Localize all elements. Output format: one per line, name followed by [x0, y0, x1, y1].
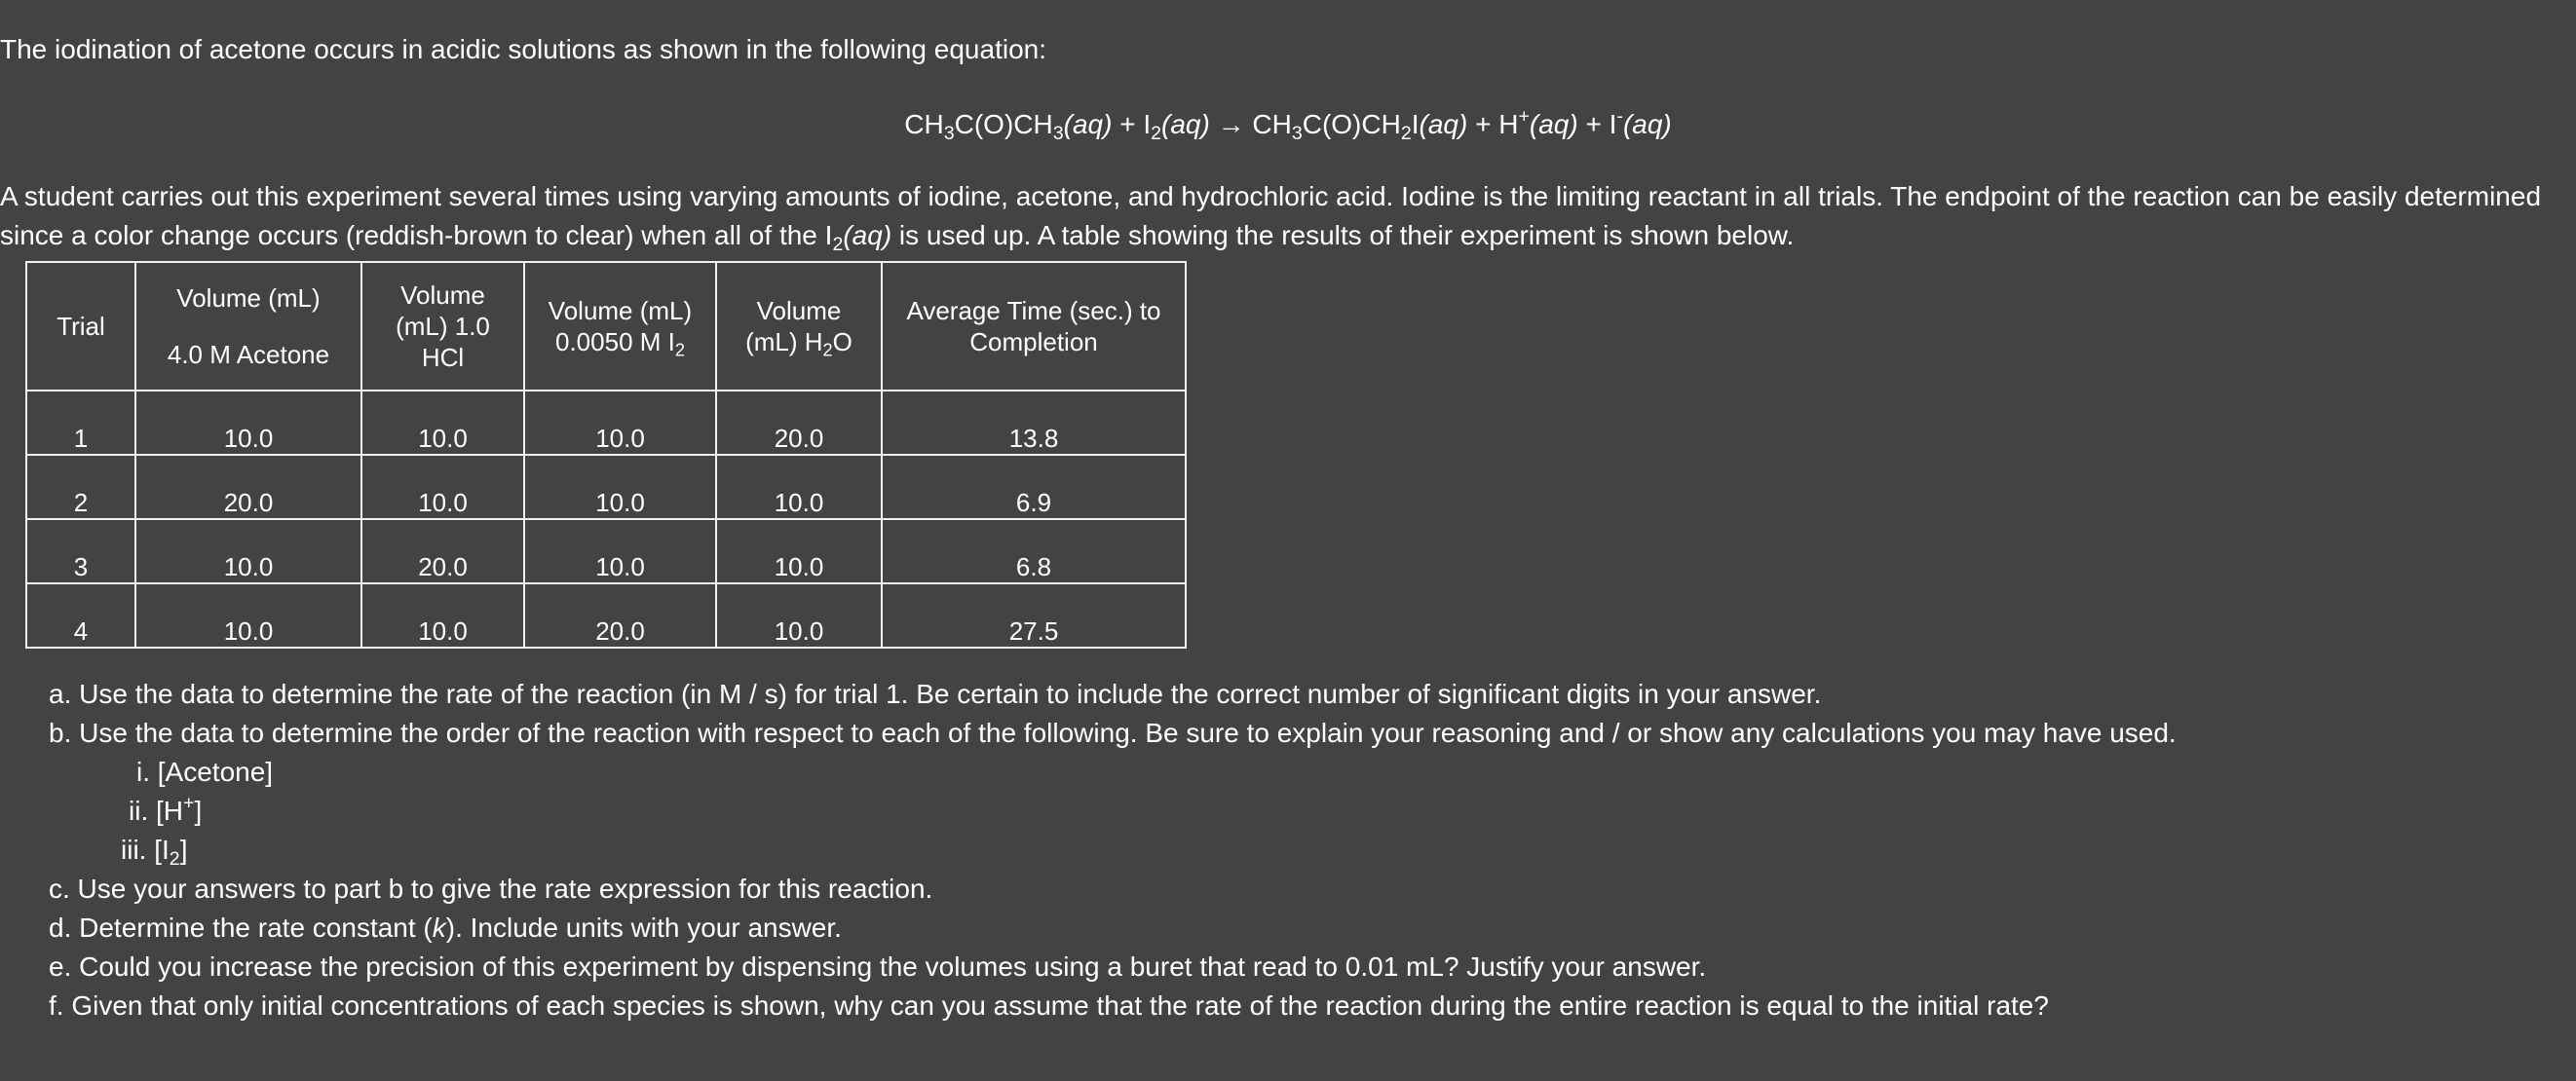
cell-acetone: 20.0: [135, 455, 361, 519]
equation-state: (aq): [1622, 109, 1672, 139]
question-b-iii: [49, 831, 2177, 870]
table-row: [26, 455, 1186, 519]
header-label: Completion: [969, 327, 1098, 356]
question-d: [49, 909, 2177, 948]
question-e: e. Could you increase the precision of this experiment by dispensing the volumes using a buret that read to 0.01 mL? Justify your answer.: [49, 951, 1707, 982]
question-subscript: 2: [169, 847, 180, 870]
cell-trial: 1: [26, 391, 135, 455]
table-header-row: [26, 262, 1186, 391]
cell-iodine: 20.0: [524, 583, 716, 648]
header-hcl: [361, 262, 524, 391]
question-f: f. Given that only initial concentrations of each species is shown, why can you assume that the rate of the reaction during the entire reaction is equal to the initial rate?: [49, 990, 2049, 1021]
question-c: c. Use your answers to part b to give the rate expression for this reaction.: [49, 874, 933, 904]
header-label: (mL) H: [745, 327, 823, 356]
cell-trial: 4: [26, 583, 135, 648]
question-a: a. Use the data to determine the rate of the reaction (in M / s) for trial 1. Be certain to include the correct number of significant digits in your answer.: [49, 679, 1822, 709]
cell-hcl: 10.0: [361, 391, 524, 455]
header-label: HCl: [421, 343, 465, 372]
header-water: [716, 262, 882, 391]
equation-subscript: 3: [943, 122, 955, 144]
equation-part: + H: [1467, 109, 1519, 139]
description-subscript: 2: [832, 233, 844, 255]
cell-trial: 3: [26, 519, 135, 583]
cell-water: 10.0: [716, 455, 882, 519]
equation-subscript: 3: [1052, 122, 1064, 144]
equation-part: C(O)CH: [1302, 109, 1401, 139]
intro-text: The iodination of acetone occurs in acidic solutions as shown in the following equation:: [0, 34, 1046, 64]
question-italic: k: [432, 913, 446, 943]
table-row: [26, 519, 1186, 583]
table-row: [26, 583, 1186, 648]
header-label: (mL) 1.0: [396, 312, 490, 341]
cell-iodine: 10.0: [524, 455, 716, 519]
header-subscript: 2: [822, 340, 833, 360]
cell-iodine: 10.0: [524, 519, 716, 583]
question-superscript: +: [183, 792, 195, 814]
equation-state: (aq): [1063, 109, 1113, 139]
cell-water: 20.0: [716, 391, 882, 455]
header-label: 4.0 M Acetone: [167, 340, 330, 369]
header-trial: [26, 262, 135, 391]
question-list: [49, 675, 2177, 1025]
results-table: [25, 261, 1187, 649]
description-line-1: A student carries out this experiment several times using varying amounts of iodine, acetone, and hydrochloric acid. Iodine is the limiting reactant in all trials. The endpoint of the reaction can be easily determined: [0, 181, 2542, 211]
question-text: ]: [194, 796, 203, 826]
description-state: (aq): [843, 220, 892, 250]
header-label: Volume: [400, 280, 485, 310]
cell-water: 10.0: [716, 519, 882, 583]
header-label: O: [832, 327, 852, 356]
reaction-equation: [0, 105, 2576, 144]
cell-acetone: 10.0: [135, 519, 361, 583]
equation-part: I: [1411, 109, 1420, 139]
header-label: 0.0050 M I: [555, 327, 675, 356]
header-label: Volume (mL): [176, 283, 321, 313]
question-text: iii. [I: [121, 835, 170, 865]
table-row: [26, 391, 1186, 455]
header-label: Volume: [756, 296, 842, 325]
header-subscript: 2: [674, 340, 685, 360]
question-b-i: i. [Acetone]: [136, 757, 274, 787]
question-text: ]: [179, 835, 188, 865]
cell-hcl: 10.0: [361, 583, 524, 648]
header-label: Volume (mL): [548, 296, 693, 325]
question-text: ii. [H: [129, 796, 183, 826]
equation-part: + I: [1577, 109, 1617, 139]
equation-subscript: 3: [1291, 122, 1303, 144]
equation-superscript: +: [1518, 105, 1530, 128]
description-line-2: [0, 216, 2576, 255]
header-time: [882, 262, 1186, 391]
description-text: since a color change occurs (reddish-brown to clear) when all of the I: [0, 220, 833, 250]
equation-state: (aq): [1529, 109, 1578, 139]
cell-hcl: 10.0: [361, 455, 524, 519]
equation-state: (aq): [1161, 109, 1210, 139]
equation-part: → CH: [1209, 109, 1292, 139]
cell-hcl: 20.0: [361, 519, 524, 583]
sub-question-list: [49, 753, 2177, 870]
equation-part: CH: [904, 109, 944, 139]
cell-acetone: 10.0: [135, 583, 361, 648]
equation-subscript: 2: [1400, 122, 1412, 144]
equation-part: C(O)CH: [954, 109, 1053, 139]
equation-superscript: -: [1616, 105, 1623, 128]
question-b-ii: [49, 792, 2177, 831]
cell-time: 27.5: [882, 583, 1186, 648]
cell-time: 6.9: [882, 455, 1186, 519]
cell-iodine: 10.0: [524, 391, 716, 455]
equation-part: + I: [1112, 109, 1152, 139]
header-acetone: [135, 262, 361, 391]
question-b-subitems: [49, 753, 2177, 870]
header-iodine: [524, 262, 716, 391]
cell-acetone: 10.0: [135, 391, 361, 455]
cell-trial: 2: [26, 455, 135, 519]
question-text: ). Include units with your answer.: [445, 913, 842, 943]
equation-state: (aq): [1419, 109, 1468, 139]
question-b: b. Use the data to determine the order of the reaction with respect to each of the following. Be sure to explain your reasoning and / or show any calculations you may have used.: [49, 718, 2177, 748]
equation-subscript: 2: [1151, 122, 1162, 144]
description-text: is used up. A table showing the results of their experiment is shown below.: [891, 220, 1795, 250]
cell-time: 6.8: [882, 519, 1186, 583]
header-label: Trial: [57, 312, 105, 341]
experiment-description: [0, 177, 2576, 255]
cell-time: 13.8: [882, 391, 1186, 455]
cell-water: 10.0: [716, 583, 882, 648]
header-label: Average Time (sec.) to: [906, 296, 1161, 325]
question-text: d. Determine the rate constant (: [49, 913, 433, 943]
